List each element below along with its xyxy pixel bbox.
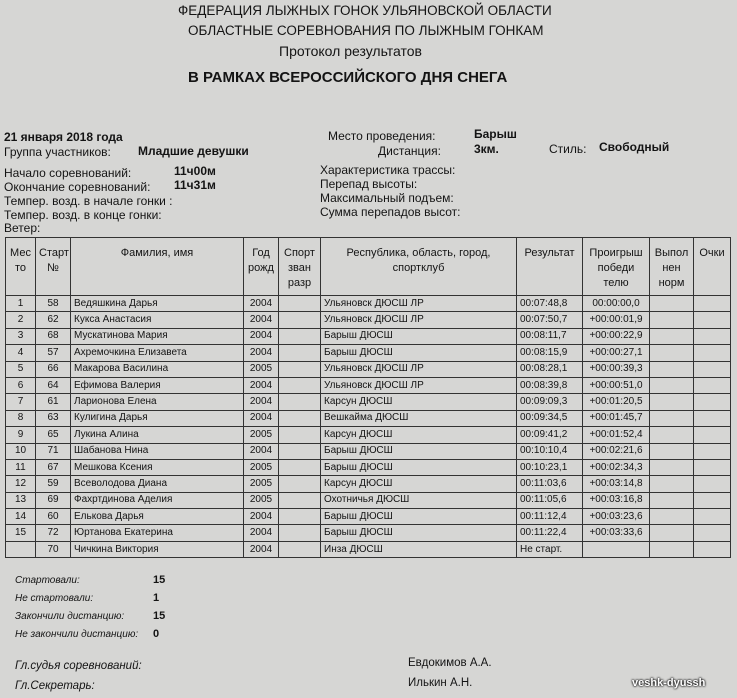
started-label: Стартовали: (15, 575, 80, 586)
group-value: Младшие девушки (138, 144, 249, 158)
track-label: Характеристика трассы: (320, 163, 456, 177)
table-row (6, 328, 731, 344)
table-row (6, 443, 731, 459)
finished-value: 15 (153, 610, 166, 622)
distance-label: Дистанция: (378, 144, 441, 158)
results-table (5, 237, 731, 558)
cell-name: Юртанова Екатерина (71, 525, 244, 541)
end-time-label: Окончание соревнований: (4, 180, 151, 194)
cell-name: Шабанова Нина (71, 443, 244, 459)
event-date: 21 января 2018 года (4, 130, 123, 144)
group-label: Группа участников: (4, 145, 111, 159)
cell-norm (650, 492, 694, 508)
max-climb-label: Максимальный подъем: (320, 191, 454, 205)
cell-year: 2004 (244, 312, 279, 328)
cell-result: 00:09:41,2 (517, 427, 583, 443)
cell-gap: +00:00:51,0 (583, 377, 650, 393)
cell-gap: +00:00:39,3 (583, 361, 650, 377)
cell-gap: +00:03:23,6 (583, 509, 650, 525)
cell-region: Карсун ДЮСШ (321, 476, 517, 492)
col-start-header: Старт № (36, 238, 71, 296)
cell-region: Барыш ДЮСШ (321, 459, 517, 475)
style-value: Свободный (599, 140, 670, 154)
cell-start: 58 (36, 296, 71, 312)
cell-gap: +00:00:01,9 (583, 312, 650, 328)
cell-place: 12 (6, 476, 36, 492)
cell-place: 13 (6, 492, 36, 508)
cell-result: 00:09:09,3 (517, 394, 583, 410)
not-finished-label: Не закончили дистанцию: (15, 629, 139, 640)
col-name-header: Фамилия, имя (71, 238, 244, 296)
start-time-label: Начало соревнований: (4, 166, 132, 180)
cell-result: 00:11:12,4 (517, 509, 583, 525)
col-region-header: Республика, область, город, спортклуб (321, 238, 517, 296)
secretary-label: Гл.Секретарь: (15, 680, 95, 692)
table-row (6, 427, 731, 443)
cell-year: 2005 (244, 492, 279, 508)
cell-rank (279, 394, 321, 410)
cell-start: 66 (36, 361, 71, 377)
col-place-header: Мес то (6, 238, 36, 296)
cell-place: 7 (6, 394, 36, 410)
cell-year: 2005 (244, 361, 279, 377)
cell-name: Ефимова Валерия (71, 377, 244, 393)
cell-place: 14 (6, 509, 36, 525)
cell-region: Карсун ДЮСШ (321, 394, 517, 410)
cell-region: Ульяновск ДЮСШ ЛР (321, 377, 517, 393)
cell-place: 5 (6, 361, 36, 377)
cell-rank (279, 509, 321, 525)
cell-norm (650, 345, 694, 361)
cell-points (694, 459, 731, 475)
cell-result: 00:08:15,9 (517, 345, 583, 361)
cell-year: 2005 (244, 459, 279, 475)
cell-rank (279, 525, 321, 541)
cell-place (6, 541, 36, 557)
cell-rank (279, 312, 321, 328)
cell-gap: +00:03:33,6 (583, 525, 650, 541)
cell-start: 63 (36, 410, 71, 426)
table-row (6, 377, 731, 393)
table-row (6, 476, 731, 492)
cell-result: Не старт. (517, 541, 583, 557)
cell-start: 61 (36, 394, 71, 410)
cell-norm (650, 443, 694, 459)
not-started-label: Не стартовали: (15, 593, 94, 604)
cell-start: 67 (36, 459, 71, 475)
cell-result: 00:08:11,7 (517, 328, 583, 344)
cell-gap: +00:02:21,6 (583, 443, 650, 459)
cell-gap: +00:02:34,3 (583, 459, 650, 475)
table-row (6, 394, 731, 410)
cell-rank (279, 492, 321, 508)
cell-gap: +00:03:14,8 (583, 476, 650, 492)
cell-points (694, 443, 731, 459)
cell-year: 2004 (244, 345, 279, 361)
col-result-header: Результат (517, 238, 583, 296)
cell-place: 10 (6, 443, 36, 459)
table-row (6, 525, 731, 541)
cell-region: Ульяновск ДЮСШ ЛР (321, 361, 517, 377)
cell-name: Ведяшкина Дарья (71, 296, 244, 312)
cell-place: 9 (6, 427, 36, 443)
cell-norm (650, 312, 694, 328)
cell-points (694, 394, 731, 410)
wind-label: Ветер: (4, 221, 41, 235)
end-time-value: 11ч31м (174, 178, 216, 192)
cell-start: 72 (36, 525, 71, 541)
table-row (6, 492, 731, 508)
cell-rank (279, 541, 321, 557)
distance-value: 3км. (474, 142, 499, 156)
cell-result: 00:07:48,8 (517, 296, 583, 312)
cell-rank (279, 345, 321, 361)
cell-name: Чичкина Виктория (71, 541, 244, 557)
cell-region: Карсун ДЮСШ (321, 427, 517, 443)
cell-rank (279, 296, 321, 312)
col-gap-header: Проигрыш победи телю (583, 238, 650, 296)
cell-start: 59 (36, 476, 71, 492)
cell-name: Фахртдинова Аделия (71, 492, 244, 508)
cell-name: Макарова Василина (71, 361, 244, 377)
cell-region: Барыш ДЮСШ (321, 509, 517, 525)
cell-gap (583, 541, 650, 557)
table-row (6, 541, 731, 557)
cell-rank (279, 377, 321, 393)
cell-start: 65 (36, 427, 71, 443)
cell-region: Охотничья ДЮСШ (321, 492, 517, 508)
table-row (6, 459, 731, 475)
cell-rank (279, 443, 321, 459)
cell-name: Мешкова Ксения (71, 459, 244, 475)
table-row (6, 312, 731, 328)
sum-drops-label: Сумма перепадов высот: (320, 205, 461, 219)
cell-points (694, 312, 731, 328)
cell-result: 00:09:34,5 (517, 410, 583, 426)
cell-start: 57 (36, 345, 71, 361)
cell-year: 2004 (244, 296, 279, 312)
cell-year: 2004 (244, 410, 279, 426)
cell-result: 00:10:23,1 (517, 459, 583, 475)
cell-start: 70 (36, 541, 71, 557)
cell-points (694, 361, 731, 377)
cell-region: Ульяновск ДЮСШ ЛР (321, 312, 517, 328)
table-row (6, 509, 731, 525)
cell-result: 00:11:05,6 (517, 492, 583, 508)
cell-rank (279, 410, 321, 426)
cell-norm (650, 427, 694, 443)
cell-name: Елькова Дарья (71, 509, 244, 525)
cell-points (694, 492, 731, 508)
temp-start-label: Темпер. возд. в начале гонки : (4, 194, 173, 208)
cell-place: 1 (6, 296, 36, 312)
cell-region: Барыш ДЮСШ (321, 443, 517, 459)
cell-rank (279, 459, 321, 475)
cell-gap: +00:03:16,8 (583, 492, 650, 508)
cell-points (694, 525, 731, 541)
cell-rank (279, 328, 321, 344)
cell-points (694, 328, 731, 344)
style-label: Стиль: (549, 142, 587, 156)
col-rank-header: Спорт зван разр (279, 238, 321, 296)
cell-gap: +00:00:27,1 (583, 345, 650, 361)
cell-points (694, 345, 731, 361)
cell-name: Всеволодова Диана (71, 476, 244, 492)
cell-points (694, 509, 731, 525)
cell-name: Лукина Алина (71, 427, 244, 443)
cell-year: 2004 (244, 328, 279, 344)
cell-start: 64 (36, 377, 71, 393)
cell-norm (650, 394, 694, 410)
col-norm-header: Выпол нен норм (650, 238, 694, 296)
cell-place: 4 (6, 345, 36, 361)
cell-points (694, 541, 731, 557)
not-finished-value: 0 (153, 628, 160, 640)
watermark-text: veshk-dyussh (632, 677, 706, 689)
cell-result: 00:10:10,4 (517, 443, 583, 459)
col-points-header: Очки (694, 238, 731, 296)
cell-place: 15 (6, 525, 36, 541)
cell-norm (650, 296, 694, 312)
cell-result: 00:08:39,8 (517, 377, 583, 393)
col-year-header: Год рожд (244, 238, 279, 296)
cell-year: 2004 (244, 377, 279, 393)
federation-title: ФЕДЕРАЦИЯ ЛЫЖНЫХ ГОНОК УЛЬЯНОВСКОЙ ОБЛАСТИ (178, 3, 552, 18)
cell-name: Ахремочкина Елизавета (71, 345, 244, 361)
cell-year: 2004 (244, 394, 279, 410)
cell-points (694, 296, 731, 312)
cell-gap: +00:01:20,5 (583, 394, 650, 410)
cell-name: Кукса Анастасия (71, 312, 244, 328)
cell-rank (279, 361, 321, 377)
cell-points (694, 427, 731, 443)
venue-label: Место проведения: (328, 129, 436, 143)
table-row (6, 361, 731, 377)
cell-norm (650, 459, 694, 475)
cell-points (694, 476, 731, 492)
cell-points (694, 377, 731, 393)
finished-label: Закончили дистанцию: (15, 611, 125, 622)
cell-name: Мускатинова Мария (71, 328, 244, 344)
secretary-name: Илькин А.Н. (408, 677, 473, 689)
cell-norm (650, 541, 694, 557)
cell-region: Инза ДЮСШ (321, 541, 517, 557)
cell-region: Ульяновск ДЮСШ ЛР (321, 296, 517, 312)
table-row (6, 345, 731, 361)
started-value: 15 (153, 574, 166, 586)
height-drop-label: Перепад высоты: (320, 177, 418, 191)
cell-start: 62 (36, 312, 71, 328)
cell-region: Вешкайма ДЮСШ (321, 410, 517, 426)
cell-gap: +00:00:22,9 (583, 328, 650, 344)
cell-year: 2005 (244, 427, 279, 443)
cell-start: 68 (36, 328, 71, 344)
cell-name: Кулигина Дарья (71, 410, 244, 426)
cell-place: 3 (6, 328, 36, 344)
cell-name: Ларионова Елена (71, 394, 244, 410)
cell-norm (650, 377, 694, 393)
cell-norm (650, 361, 694, 377)
competition-title: ОБЛАСТНЫЕ СОРЕВНОВАНИЯ ПО ЛЫЖНЫМ ГОНКАМ (188, 23, 544, 38)
cell-result: 00:07:50,7 (517, 312, 583, 328)
venue-value: Барыш (474, 127, 517, 141)
cell-start: 71 (36, 443, 71, 459)
cell-rank (279, 476, 321, 492)
table-row (6, 296, 731, 312)
cell-year: 2004 (244, 443, 279, 459)
cell-region: Барыш ДЮСШ (321, 525, 517, 541)
chief-judge-label: Гл.судья соревнований: (15, 660, 142, 672)
cell-gap: +00:01:52,4 (583, 427, 650, 443)
cell-year: 2005 (244, 476, 279, 492)
cell-start: 60 (36, 509, 71, 525)
cell-year: 2004 (244, 525, 279, 541)
cell-gap: +00:01:45,7 (583, 410, 650, 426)
cell-place: 8 (6, 410, 36, 426)
cell-norm (650, 328, 694, 344)
cell-place: 11 (6, 459, 36, 475)
cell-result: 00:11:03,6 (517, 476, 583, 492)
cell-place: 6 (6, 377, 36, 393)
event-title: В РАМКАХ ВСЕРОССИЙСКОГО ДНЯ СНЕГА (188, 69, 508, 86)
cell-norm (650, 476, 694, 492)
cell-norm (650, 410, 694, 426)
cell-rank (279, 427, 321, 443)
cell-norm (650, 509, 694, 525)
table-row (6, 410, 731, 426)
cell-region: Барыш ДЮСШ (321, 328, 517, 344)
cell-norm (650, 525, 694, 541)
cell-points (694, 410, 731, 426)
cell-result: 00:11:22,4 (517, 525, 583, 541)
chief-judge-name: Евдокимов А.А. (408, 657, 492, 669)
table-header-row (6, 238, 731, 296)
cell-result: 00:08:28,1 (517, 361, 583, 377)
protocol-title: Протокол результатов (279, 43, 422, 59)
cell-region: Барыш ДЮСШ (321, 345, 517, 361)
not-started-value: 1 (153, 592, 160, 604)
cell-start: 69 (36, 492, 71, 508)
cell-year: 2004 (244, 509, 279, 525)
cell-gap: 00:00:00,0 (583, 296, 650, 312)
temp-end-label: Темпер. возд. в конце гонки: (4, 208, 162, 222)
start-time-value: 11ч00м (174, 164, 216, 178)
cell-place: 2 (6, 312, 36, 328)
cell-year: 2004 (244, 541, 279, 557)
